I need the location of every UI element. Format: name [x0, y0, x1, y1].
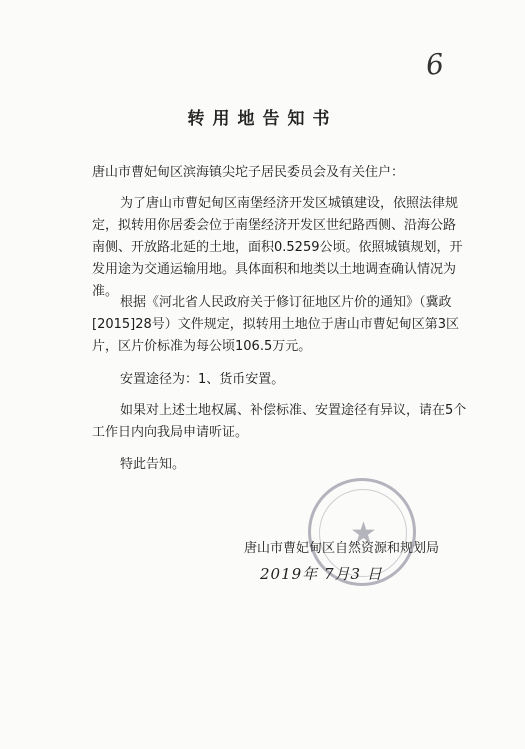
document-title: 转用地告知书 — [187, 109, 338, 129]
addressee: 唐山市曹妃甸区滨海镇尖坨子居民委员会及有关住户： — [92, 165, 405, 180]
paragraph-purpose: 为了唐山市曹妃甸区南堡经济开发区城镇建设，依照法律规定，拟转用你居委会位于南堡经济开发区世纪路西侧、沿海公路南侧、开放路北延的土地，面积0.5259公顷。依照城镇规划，开发用途为交通运输用地。具体面积和地类以土地调查确认情况为准。 — [92, 196, 463, 299]
signing-authority: 唐山市曹妃甸区自然资源和规划局 — [244, 541, 440, 556]
page-number: 6 — [424, 47, 446, 82]
paragraph-closing: 特此告知。 — [120, 457, 186, 472]
paragraph-objection: 如果对上述土地权属、补偿标准、安置途径有异议，请在5个工作日内向我局申请听证。 — [92, 403, 467, 440]
seal-star-icon: ★ — [350, 516, 377, 551]
signature-date: 2019年 7月3 日 — [260, 565, 383, 583]
paragraph-resettlement: 安置途径为：1、货币安置。 — [120, 372, 285, 387]
paragraph-price-basis: 根据《河北省人民政府关于修订征地区片价的通知》（冀政[2015]28号）文件规定，拟转用土地位于唐山市曹妃甸区第3区片，区片价标准为每公顷106.5万元。 — [92, 295, 460, 354]
